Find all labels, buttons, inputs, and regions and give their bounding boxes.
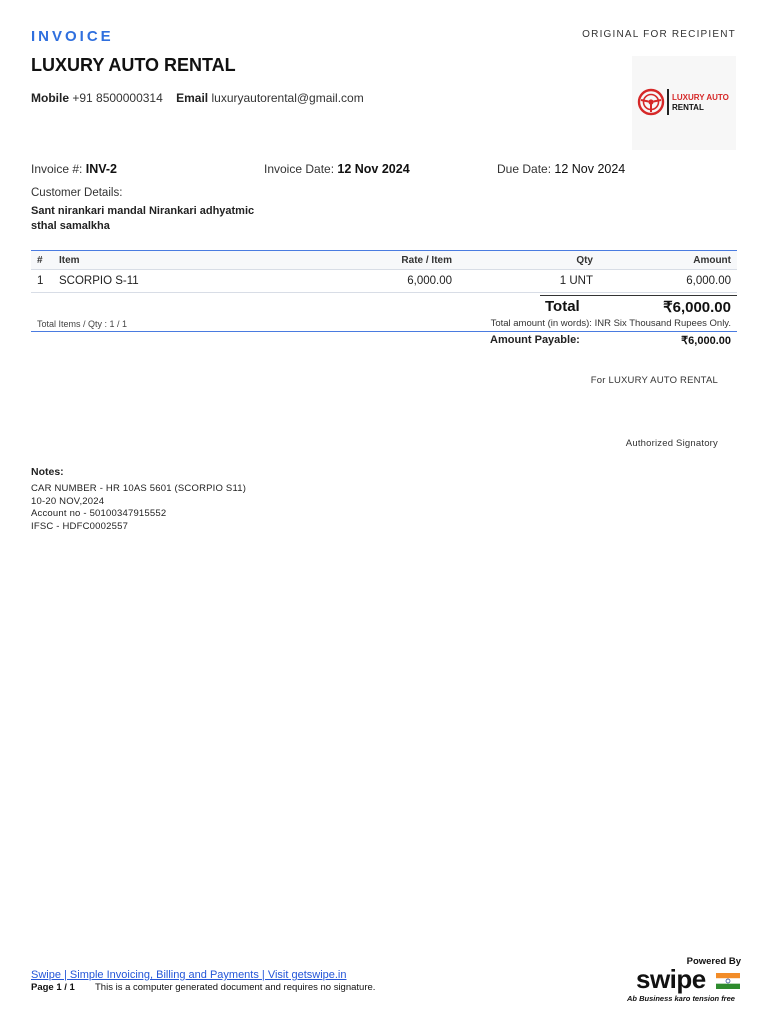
- invoice-number-label: Invoice #:: [31, 162, 83, 176]
- authorized-signatory: Authorized Signatory: [625, 438, 718, 449]
- row-amount: 6,000.00: [686, 275, 731, 287]
- due-date: [497, 162, 625, 176]
- row-item: SCORPIO S-11: [59, 275, 139, 287]
- header-amount: Amount: [693, 255, 731, 266]
- logo-text-line2: RENTAL: [672, 103, 704, 112]
- header-item: Item: [59, 255, 80, 266]
- header-qty: Qty: [576, 255, 593, 266]
- copy-label: ORIGINAL FOR RECIPIENT: [582, 29, 736, 40]
- total-label: Total: [545, 298, 580, 315]
- swipe-brand: swipe: [636, 964, 706, 994]
- footer-disclaimer: This is a computer generated document and requires no signature.: [95, 982, 376, 993]
- company-name: LUXURY AUTO RENTAL: [31, 55, 236, 75]
- swipe-tagline: Ab Business karo tension free: [627, 994, 735, 1003]
- total-items-qty: Total Items / Qty : 1 / 1: [37, 319, 128, 329]
- logo-text-line1: LUXURY AUTO: [672, 93, 729, 102]
- note-line: CAR NUMBER - HR 10AS 5601 (SCORPIO S11): [31, 483, 247, 494]
- invoice-date-label: Invoice Date:: [264, 162, 335, 176]
- email-value: luxuryautorental@gmail.com: [211, 91, 364, 105]
- amount-payable-label: Amount Payable:: [490, 334, 580, 346]
- row-qty: 1 UNT: [559, 275, 593, 287]
- totals-rule: [31, 331, 737, 332]
- amount-in-words: Total amount (in words): INR Six Thousand Rupees Only.: [490, 318, 731, 329]
- total-rule: [540, 295, 737, 296]
- note-line: IFSC - HDFC0002557: [31, 521, 129, 533]
- notes-body: [31, 483, 246, 534]
- company-logo: [632, 56, 736, 150]
- amount-payable-value: ₹6,000.00: [681, 335, 731, 347]
- due-date-label: Due Date:: [497, 162, 552, 176]
- contact-line: [31, 91, 364, 105]
- invoice-date-value: 12 Nov 2024: [337, 162, 410, 176]
- invoice-date: [264, 162, 410, 176]
- invoice-number-value: INV-2: [85, 162, 117, 176]
- logo-divider: [667, 89, 669, 115]
- for-company: For LUXURY AUTO RENTAL: [590, 375, 718, 386]
- steering-wheel-icon: [637, 88, 665, 116]
- powered-by-label: Powered By: [686, 956, 741, 967]
- india-flag-icon: [716, 973, 740, 989]
- document-type-label: INVOICE: [31, 28, 114, 45]
- row-index: 1: [37, 275, 44, 287]
- mobile-label: Mobile: [31, 91, 69, 105]
- invoice-number: [31, 162, 117, 176]
- note-line: Account no - 50100347915552: [31, 508, 167, 520]
- customer-name: Sant nirankari mandal Nirankari adhyatmic sthal samalkha: [31, 205, 255, 232]
- header-rate: Rate / Item: [401, 255, 452, 266]
- swipe-link[interactable]: Swipe | Simple Invoicing, Billing and Payments | Visit getswipe.in: [31, 969, 347, 981]
- row-rate: 6,000.00: [407, 275, 452, 287]
- header-index: #: [37, 255, 43, 266]
- page-number: Page 1 / 1: [31, 982, 75, 993]
- note-line: 10-20 NOV,2024: [31, 495, 105, 507]
- customer-details-label: Customer Details:: [31, 187, 123, 199]
- notes-label: Notes:: [31, 466, 64, 478]
- table-row: [31, 271, 737, 293]
- email-label: Email: [176, 91, 209, 105]
- table-header: [31, 251, 737, 270]
- mobile-value: +91 8500000314: [72, 91, 163, 105]
- due-date-value: 12 Nov 2024: [554, 162, 626, 176]
- total-value: ₹6,000.00: [663, 299, 731, 316]
